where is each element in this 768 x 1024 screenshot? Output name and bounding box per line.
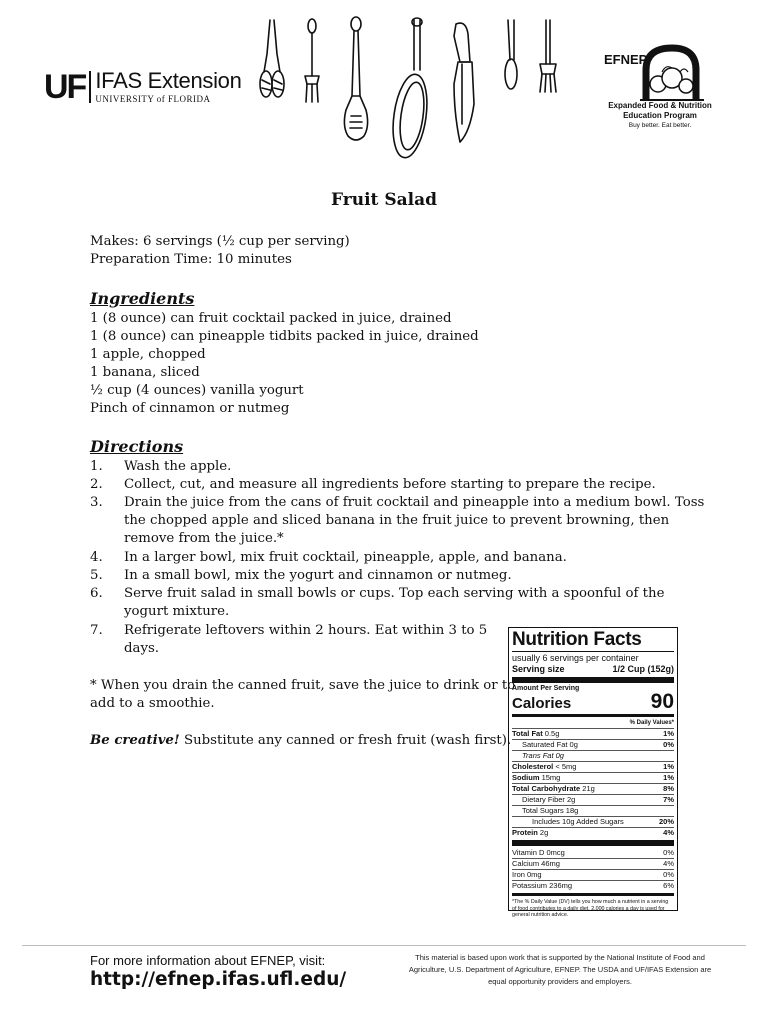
vitamin-row: Vitamin D 0mcg 0% (512, 848, 674, 857)
direction-text: Drain the juice from the cans of fruit cocktail and pineapple into a medium bowl. Toss (124, 495, 705, 510)
direction-number: 4. (90, 550, 103, 565)
ingredient-item: 1 banana, sliced (90, 365, 200, 380)
usda-disclaimer: This material is based upon work that is supported by the National Institute of Food and Agriculture, U.S. Department of Agriculture, EFNEP. The USDA and UF/IFAS Extension are equal opportunity providers and employers. (408, 953, 712, 986)
efnep-tagline: Buy better. Eat better. (628, 122, 692, 129)
nutrient-row: Sodium 15mg 1% (512, 773, 674, 782)
university-text: UNIVERSITY of FLORIDA (95, 94, 211, 104)
direction-number: 1. (90, 459, 103, 474)
recipe-title: Fruit Salad (331, 190, 437, 210)
logo-divider (89, 71, 91, 103)
nutrient-row: Total Carbohydrate 21g 8% (512, 784, 674, 793)
footer-info-label: For more information about EFNEP, visit: (90, 953, 326, 968)
fork-2-icon (540, 20, 556, 92)
ingredient-item: Pinch of cinnamon or nutmeg (90, 401, 290, 416)
ingredient-item: ½ cup (4 ounces) vanilla yogurt (90, 383, 304, 398)
servings-per-container: usually 6 servings per container (512, 653, 639, 663)
direction-text: yogurt mixture. (124, 604, 230, 619)
direction-number: 7. (90, 623, 103, 638)
vitamin-row: Potassium 236mg 6% (512, 881, 674, 890)
nutrient-row: Includes 10g Added Sugars 20% (512, 817, 674, 828)
direction-number: 5. (90, 568, 103, 583)
uf-ifas-logo (44, 70, 242, 104)
efnep-title: EFNEP (604, 52, 648, 67)
direction-text: In a larger bowl, mix fruit cocktail, pineapple, apple, and banana. (124, 550, 567, 565)
direction-text: In a small bowl, mix the yogurt and cinnamon or nutmeg. (124, 568, 512, 583)
prep-time-line: Preparation Time: 10 minutes (90, 252, 292, 267)
juice-note: add to a smoothie. (90, 696, 215, 711)
nutrient-row: Total Sugars 18g (512, 806, 674, 817)
creative-tip: Be creative! Substitute any canned or fresh fruit (wash first). (90, 733, 512, 748)
nutrient-row: Total Fat 0.5g 1% (512, 729, 674, 738)
nutrient-row: Dietary Fiber 2g 7% (512, 795, 674, 806)
serving-size: Serving size 1/2 Cup (152g) (512, 664, 674, 674)
direction-text: the chopped apple and sliced banana in the fruit juice to prevent browning, then (124, 513, 670, 528)
juice-note: * When you drain the canned fruit, save the juice to drink or to (90, 678, 516, 693)
fork-icon (305, 19, 319, 102)
efnep-logo (600, 44, 720, 134)
tongs-icon (260, 20, 284, 97)
nutrient-row: Protein 2g 4% (512, 828, 674, 837)
nutrition-facts-title: Nutrition Facts (512, 629, 642, 650)
spatula-icon (344, 17, 367, 140)
uf-mark: UF (44, 68, 86, 106)
efnep-subtitle: Expanded Food & Nutrition Education Program (608, 101, 712, 120)
servings-line: Makes: 6 servings (½ cup per serving) (90, 234, 350, 249)
nutrient-row: Trans Fat 0g (512, 751, 674, 762)
utensils-illustration (248, 14, 568, 162)
direction-text: Wash the apple. (124, 459, 232, 474)
ifas-extension-text: IFAS Extension (95, 68, 242, 93)
spoon-icon (505, 20, 517, 89)
calories-row: Calories 90 (512, 690, 674, 713)
direction-number: 3. (90, 495, 103, 510)
nutrition-facts-label (508, 627, 678, 918)
direction-number: 6. (90, 586, 103, 601)
efnep-website-link[interactable]: http://efnep.ifas.ufl.edu/ (90, 969, 347, 990)
ingredient-item: 1 apple, chopped (90, 347, 206, 362)
daily-values-header: % Daily Values* (512, 719, 674, 729)
nutrient-row: Saturated Fat 0g 0% (512, 740, 674, 751)
direction-text: Refrigerate leftovers within 2 hours. Eat within 3 to 5 (124, 623, 488, 638)
direction-text: days. (124, 641, 160, 656)
direction-text: Serve fruit salad in small bowls or cups. Top each serving with a spoonful of the (124, 586, 665, 601)
ingredient-item: 1 (8 ounce) can fruit cocktail packed in juice, drained (90, 311, 452, 326)
ingredients-heading: Ingredients (90, 289, 195, 308)
frying-pan-icon (388, 18, 431, 160)
direction-text: Collect, cut, and measure all ingredients before starting to prepare the recipe. (124, 477, 656, 492)
direction-number: 2. (90, 477, 103, 492)
directions-heading: Directions (90, 437, 184, 456)
amount-per-serving: Amount Per Serving (512, 685, 580, 692)
direction-text: remove from the juice.* (124, 531, 284, 546)
daily-value-footnote: *The % Daily Value (DV) tells you how much a nutrient in a serving of food contributes to a daily diet. 2,000 calories a day is used for general nutrition advice. (512, 899, 669, 918)
knife-icon (454, 23, 474, 142)
vitamin-row: Iron 0mg 0% (512, 870, 674, 879)
nutrient-row: Cholesterol < 5mg 1% (512, 762, 674, 771)
ingredient-item: 1 (8 ounce) can pineapple tidbits packed in juice, drained (90, 329, 479, 344)
footer-divider (22, 945, 746, 946)
vitamin-row: Calcium 46mg 4% (512, 859, 674, 868)
